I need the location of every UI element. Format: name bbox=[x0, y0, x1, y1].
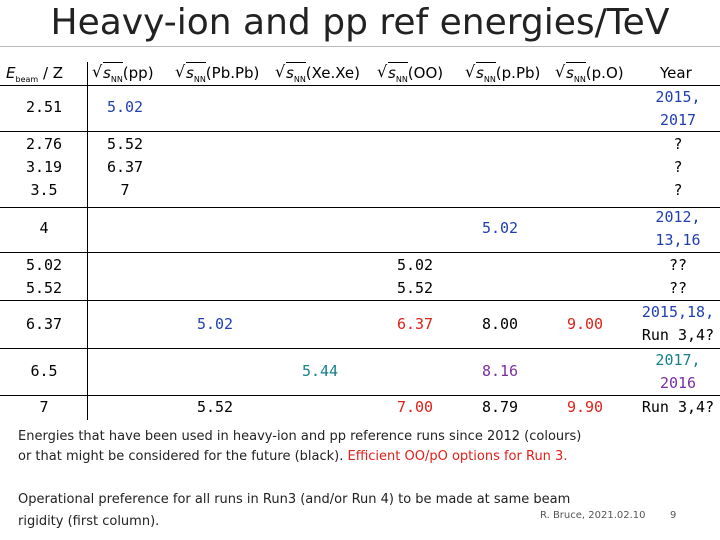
note-line bbox=[18, 447, 567, 467]
header-pp-label: (pp) bbox=[122, 64, 154, 82]
cell-ppb: 8.79 bbox=[481, 398, 519, 416]
cell-year: 13,16 bbox=[655, 231, 701, 249]
cell-ebeam: 2.51 bbox=[25, 98, 63, 116]
note-text: or that might be considered for the future (black). bbox=[18, 449, 348, 464]
cell-oo: 7.00 bbox=[396, 398, 434, 416]
cell-year: Run 3,4? bbox=[641, 398, 715, 416]
header-oo bbox=[378, 64, 443, 84]
row-divider bbox=[0, 300, 720, 301]
cell-year: ? bbox=[673, 181, 683, 199]
sqrt-sub: NN bbox=[110, 75, 123, 84]
cell-ebeam: 6.37 bbox=[25, 315, 63, 333]
sqrt-sub: NN bbox=[573, 75, 586, 84]
header-pbpb-label: (Pb.Pb) bbox=[205, 64, 260, 82]
cell-ppb: 8.00 bbox=[481, 315, 519, 333]
note-line: rigidity (first column). bbox=[18, 514, 160, 529]
cell-po: 9.00 bbox=[566, 315, 604, 333]
sqrt-sub: NN bbox=[395, 75, 408, 84]
cell-ebeam: 3.5 bbox=[30, 181, 58, 199]
header-pbpb bbox=[176, 64, 259, 84]
ebeam-suffix: / Z bbox=[38, 64, 64, 82]
sqrt-s: s bbox=[476, 64, 484, 82]
cell-year: ?? bbox=[668, 279, 688, 297]
row-divider bbox=[0, 348, 720, 349]
cell-ppb: 5.02 bbox=[481, 219, 519, 237]
cell-oo: 5.02 bbox=[396, 256, 434, 274]
cell-xexe: 5.44 bbox=[301, 362, 339, 380]
cell-ebeam: 2.76 bbox=[25, 135, 63, 153]
header-year: Year bbox=[660, 64, 692, 82]
cell-pp: 7 bbox=[120, 181, 130, 199]
cell-pbpb: 5.52 bbox=[196, 398, 234, 416]
header-xexe-label: (Xe.Xe) bbox=[305, 64, 360, 82]
sqrt-s: s bbox=[286, 64, 294, 82]
cell-year: 2017 bbox=[659, 111, 697, 129]
sqrt-sub: NN bbox=[483, 75, 496, 84]
note-highlight: Efficient OO/pO options for Run 3. bbox=[347, 449, 568, 464]
cell-year: ?? bbox=[668, 256, 688, 274]
column-divider bbox=[87, 62, 88, 420]
header-ebeam bbox=[6, 64, 63, 84]
cell-oo: 5.52 bbox=[396, 279, 434, 297]
ebeam-symbol: E bbox=[6, 64, 16, 82]
cell-year: ? bbox=[673, 158, 683, 176]
header-ppb bbox=[466, 64, 540, 84]
cell-year: ? bbox=[673, 135, 683, 153]
header-xexe bbox=[276, 64, 360, 84]
cell-pp: 6.37 bbox=[106, 158, 144, 176]
sqrt-s: s bbox=[388, 64, 396, 82]
cell-pp: 5.02 bbox=[106, 98, 144, 116]
header-po bbox=[556, 64, 624, 84]
cell-ebeam: 7 bbox=[39, 398, 49, 416]
header-ppb-label: (p.Pb) bbox=[495, 64, 541, 82]
sqrt-s: s bbox=[186, 64, 194, 82]
row-divider bbox=[0, 85, 720, 86]
cell-pbpb: 5.02 bbox=[196, 315, 234, 333]
cell-ebeam: 5.02 bbox=[25, 256, 63, 274]
cell-year: Run 3,4? bbox=[641, 326, 715, 344]
sqrt-s: s bbox=[566, 64, 574, 82]
cell-ebeam: 3.19 bbox=[25, 158, 63, 176]
cell-pp: 5.52 bbox=[106, 135, 144, 153]
row-divider bbox=[0, 131, 720, 132]
cell-ebeam: 4 bbox=[39, 219, 49, 237]
cell-ebeam: 6.5 bbox=[30, 362, 58, 380]
note-line: Energies that have been used in heavy-ion and pp reference runs since 2012 (colours) bbox=[18, 429, 582, 444]
sqrt-s: s bbox=[103, 64, 111, 82]
slide-title: Heavy-ion and pp ref energies/TeV bbox=[50, 2, 670, 43]
footer-author: R. Bruce, 2021.02.10 bbox=[540, 510, 646, 521]
title-divider bbox=[0, 46, 720, 47]
cell-year: 2012, bbox=[655, 208, 701, 226]
row-divider bbox=[0, 252, 720, 253]
cell-year: 2015,18, bbox=[641, 303, 715, 321]
note-line: Operational preference for all runs in Run3 (and/or Run 4) to be made at same beam bbox=[18, 492, 571, 507]
header-pp bbox=[93, 64, 154, 84]
row-divider bbox=[0, 207, 720, 208]
header-oo-label: (OO) bbox=[407, 64, 444, 82]
cell-year: 2016 bbox=[659, 374, 697, 392]
cell-ebeam: 5.52 bbox=[25, 279, 63, 297]
sqrt-sub: NN bbox=[293, 75, 306, 84]
cell-oo: 6.37 bbox=[396, 315, 434, 333]
sqrt-sub: NN bbox=[193, 75, 206, 84]
page-number: 9 bbox=[670, 510, 677, 521]
cell-year: 2015, bbox=[655, 88, 701, 106]
header-po-label: (p.O) bbox=[585, 64, 624, 82]
cell-year: 2017, bbox=[655, 351, 701, 369]
cell-ppb: 8.16 bbox=[481, 362, 519, 380]
cell-po: 9.90 bbox=[566, 398, 604, 416]
ebeam-sub: beam bbox=[15, 75, 39, 84]
